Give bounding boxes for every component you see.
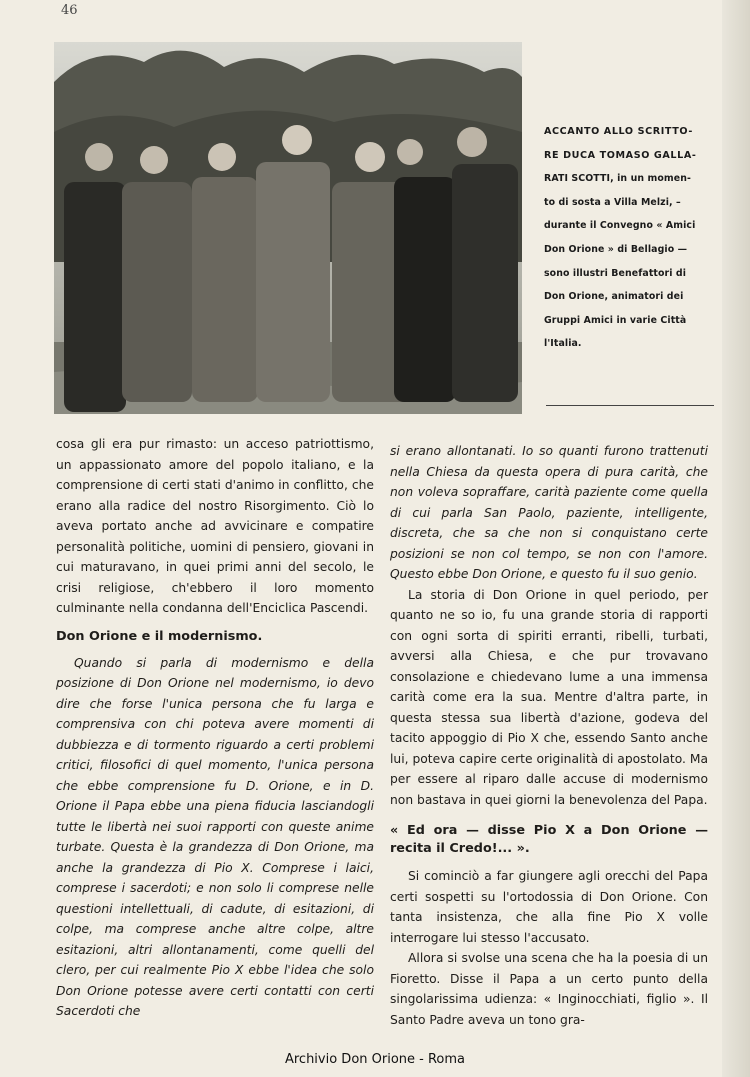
- caption-line: Don Orione » di Bellagio —: [544, 243, 688, 255]
- paragraph: si erano allontanati. Io so quanti furono trattenuti nella Chiesa da questa opera di pura carità, che non voleva sopraffare, carità paziente come quella di cui parla San Paolo, paziente, intelligente, discreta, che sa che non si conquistano certe posizioni se non col tempo, se non con l'amore. Questo ebbe Don Orione, e questo fu il suo genio.: [390, 444, 708, 581]
- right-column: [390, 441, 708, 1030]
- caption-line: RATI SCOTTI, in un momen-: [544, 173, 691, 185]
- paragraph: cosa gli era pur rimasto: un acceso patriottismo, un appassionato amore del popolo italiano, e la comprensione di certi stati d'animo in conflitto, che erano alla radice del nostro Risorgimento. Ciò lo aveva portato anche ad avvicinare e compatire personalità politiche, uomini di pensiero, giovani in cui maturavano, in quei primi anni del secolo, le crisi religiose, ch'ebbero il loro momento culminante nella condanna dell'Enciclica Pascendi.: [56, 437, 374, 615]
- caption-line: Gruppi Amici in varie Città: [544, 314, 687, 326]
- caption-line: durante il Convegno « Amici: [544, 220, 696, 232]
- group-photo-image: [54, 42, 522, 414]
- caption-line: to di sosta a Villa Melzi, –: [544, 196, 681, 208]
- caption-line: l'Italia.: [544, 338, 582, 350]
- page-number: 46: [61, 3, 78, 18]
- caption-line: RE DUCA TOMASO GALLA-: [544, 149, 697, 161]
- page-edge: [722, 0, 750, 1077]
- left-column: [56, 434, 374, 1022]
- caption-line: Don Orione, animatori dei: [544, 291, 684, 303]
- paragraph: Quando si parla di modernismo e della posizione di Don Orione nel modernismo, io devo dire che forse l'unica persona che fu larga e comprensiva con chi poteva avere momenti di dubbiezza e di tormento riguardo a certi problemi critici, filosofici di quel momento, l'unica persona che ebbe comprensione fu D. Orione, e in D. Orione il Papa ebbe una piena fiducia lasciandogli tutte le libertà nei suoi rapporti con queste anime turbate. Questa è la grandezza di Don Orione, ma anche la grandezza di Pio X. Comprese i laici, comprese i sacerdoti; e non solo li comprese nelle questioni intellettuali, di cadute, di esitazioni, di colpe, ma comprese anche altre colpe, altre esitazioni, altri allontanamenti, come quelli del clero, per cui realmente Pio X ebbe l'idea che solo Don Orione potesse avere certi contatti con certi Sacerdoti che: [56, 655, 374, 1018]
- section-heading: Don Orione e il modernismo.: [56, 628, 263, 644]
- paragraph: Allora si svolse una scena che ha la poesia di un Fioretto. Disse il Papa a un certo punto della singolarissima udienza: « Inginocchiati, figlio ». Il Santo Padre aveva un tono gra-: [390, 951, 708, 1027]
- paragraph: Si cominciò a far giungere agli orecchi del Papa certi sospetti su l'ortodossia di Don Orione. Con tanta insistenza, che alla fine Pio X volle interrogare lui stesso l'accusato.: [390, 869, 708, 945]
- caption-line: ACCANTO ALLO SCRITTO-: [544, 126, 693, 137]
- photo-caption: [544, 120, 720, 356]
- archive-footer: Archivio Don Orione - Roma: [284, 1052, 466, 1067]
- section-heading: « Ed ora — disse Pio X a Don Orione — recita il Credo!... ».: [390, 823, 708, 856]
- group-photo: [54, 42, 522, 414]
- caption-line: sono illustri Benefattori di: [544, 267, 687, 279]
- caption-divider: [546, 405, 714, 406]
- paragraph: La storia di Don Orione in quel periodo, per quanto ne so io, fu una grande storia di rapporti con ogni sorta di spiriti erranti, ribelli, turbati, avversi alla Chiesa, e che pur trovavano consolazione e chiedevano lume a una immensa carità come era la sua. Mentre d'altra parte, in questa stessa sua libertà d'azione, godeva del tacito appoggio di Pio X che, essendo Santo anche lui, poteva capire certe originalità di apostolato. Ma per essere al riparo dalle accuse di modernismo non bastava in quei giorni la benevolenza del Papa.: [390, 587, 708, 807]
